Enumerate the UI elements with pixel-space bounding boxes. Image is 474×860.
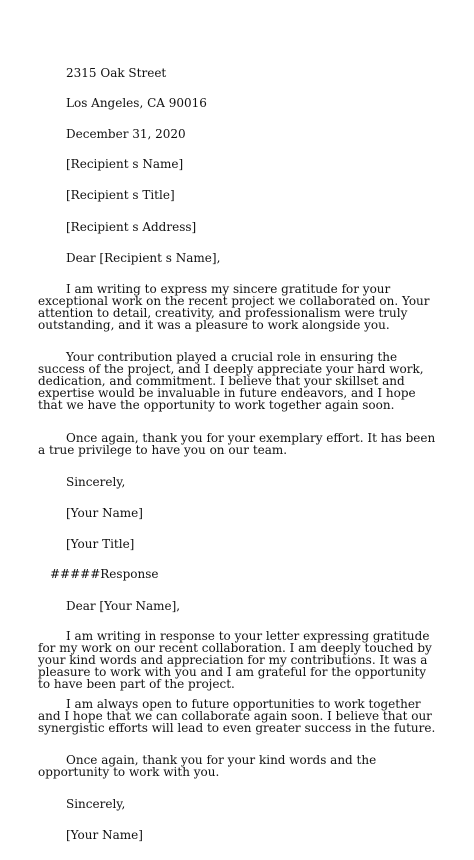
letter-date: December 31, 2020 <box>66 127 186 141</box>
response-signature-name: [Your Name] <box>66 828 143 842</box>
response-salutation: Dear [Your Name], <box>66 599 181 613</box>
letter-closing: Sincerely, <box>66 475 126 489</box>
response-heading: #####Response <box>50 567 159 581</box>
response-closing: Sincerely, <box>66 797 126 811</box>
recipient-address: [Recipient s Address] <box>66 220 197 234</box>
signature-name: [Your Name] <box>66 506 143 520</box>
sender-street: 2315 Oak Street <box>66 66 167 80</box>
letter-paragraph: I am writing to express my sincere gratitude for your exceptional work on the recent project we collaborated on. Your attention to detail, creativity, and professionalism were truly outstanding, and it was a pleasure to work alongside you. <box>38 282 430 332</box>
response-paragraph: I am writing in response to your letter expressing gratitude for my work on our recent collaboration. I am deeply touched by your kind words and appreciation for my contributions. It was a pleasure to work with you and I am grateful for the opportunity to have been part of the project. <box>38 629 432 691</box>
recipient-name: [Recipient s Name] <box>66 157 184 171</box>
letter-paragraph: Once again, thank you for your exemplary effort. It has been a true privilege to have you on our team. <box>38 431 436 457</box>
letter-salutation: Dear [Recipient s Name], <box>66 251 221 265</box>
response-paragraph: I am always open to future opportunities to work together and I hope that we can collaborate again soon. I believe that our synergistic efforts will lead to even greater success in the future. <box>38 697 436 735</box>
response-paragraph: Once again, thank you for your kind words and the opportunity to work with you. <box>38 753 377 779</box>
signature-title: [Your Title] <box>66 537 135 551</box>
letter-paragraph: Your contribution played a crucial role in ensuring the success of the project, and I deeply appreciate your hard work, dedication, and commitment. I believe that your skillset and expertise would be invaluable in future endeavors, and I hope that we have the opportunity to work together again soon. <box>38 350 424 412</box>
recipient-title: [Recipient s Title] <box>66 188 175 202</box>
sender-city: Los Angeles, CA 90016 <box>66 96 207 110</box>
